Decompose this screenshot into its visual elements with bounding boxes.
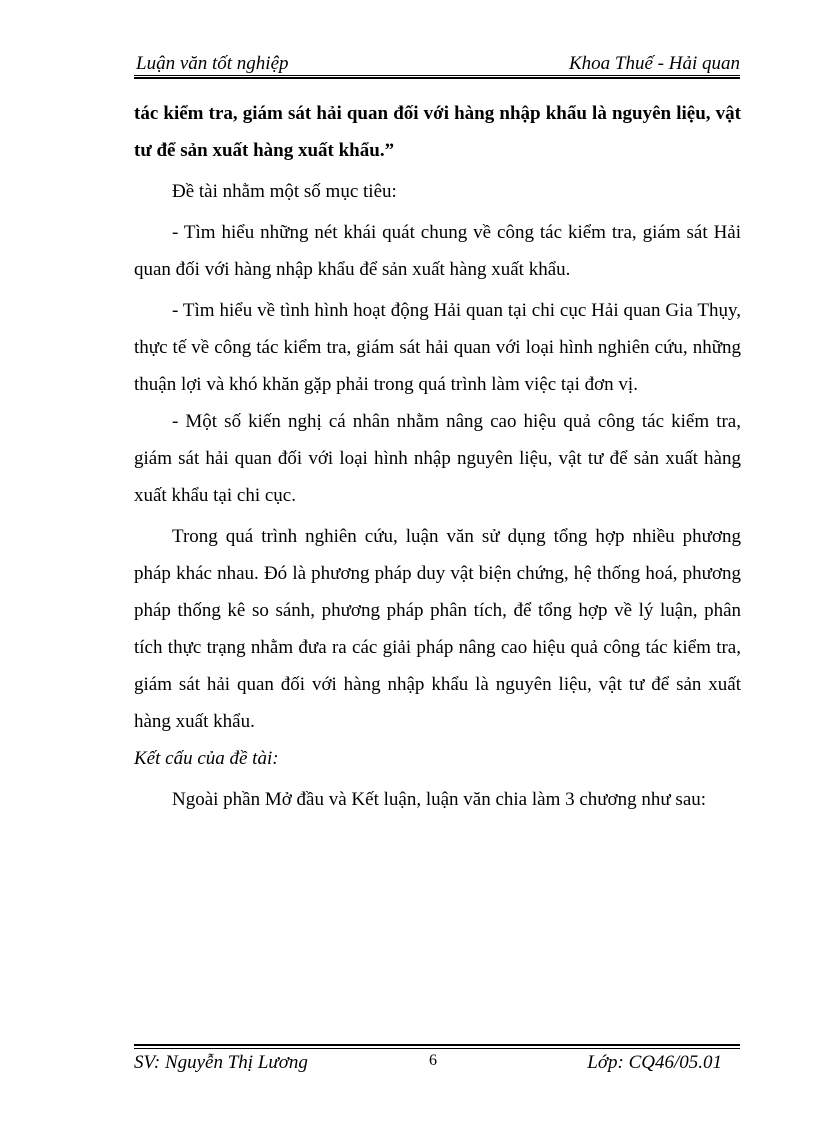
- page-number: 6: [429, 1052, 437, 1069]
- header-thesis-label: Luận văn tốt nghiệp: [136, 53, 289, 74]
- footer-double-rule: [134, 1044, 740, 1049]
- paragraph-structure-intro: Ngoài phần Mở đầu và Kết luận, luận văn chia làm 3 chương như sau:: [172, 789, 707, 810]
- paragraph-objective-1: - Tìm hiểu những nét khái quát chung về công tác kiểm tra, giám sát Hải quan đối với hàng nhập khẩu để sản xuất hàng xuất khẩu.: [134, 222, 741, 280]
- header-double-rule: [134, 75, 740, 79]
- paragraph-objective-2: - Tìm hiểu về tình hình hoạt động Hải quan tại chi cục Hải quan Gia Thụy, thực tế về công tác kiểm tra, giám sát hải quan với loại hình nghiên cứu, những thuận lợi và khó khăn gặp phải trong quá trình làm việc tại đơn vị.: [134, 300, 741, 395]
- page-footer: [134, 1044, 740, 1078]
- footer-class-code: Lớp: CQ46/05.01: [587, 1052, 722, 1073]
- paragraph-objectives-intro: Đề tài nhằm một số mục tiêu:: [172, 181, 397, 202]
- section-heading-structure: Kết cấu của đề tài:: [134, 748, 279, 769]
- paragraph-objective-3: - Một số kiến nghị cá nhân nhằm nâng cao hiệu quả công tác kiểm tra, giám sát hải quan đối với loại hình nhập nguyên liệu, vật tư để sản xuất hàng xuất khẩu tại chi cục.: [134, 411, 741, 506]
- paragraph-methods: Trong quá trình nghiên cứu, luận văn sử dụng tổng hợp nhiều phương pháp khác nhau. Đó là phương pháp duy vật biện chứng, hệ thống hoá, phương pháp thống kê so sánh, phương pháp phân tích, để tổng hợp về lý luận, phân tích thực trạng nhằm đưa ra các giải pháp nâng cao hiệu quả công tác kiểm tra, giám sát hải quan đối với hàng nhập khẩu là nguyên liệu, vật tư để sản xuất hàng xuất khẩu.: [134, 526, 741, 732]
- header-faculty-label: Khoa Thuế - Hải quan: [569, 53, 740, 74]
- footer-student-name: SV: Nguyễn Thị Lương: [134, 1052, 308, 1073]
- paragraph-title-continuation: tác kiểm tra, giám sát hải quan đối với hàng nhập khẩu là nguyên liệu, vật tư để sản xuất hàng xuất khẩu.”: [134, 103, 741, 161]
- page-header: [134, 51, 740, 79]
- document-body: [134, 95, 741, 818]
